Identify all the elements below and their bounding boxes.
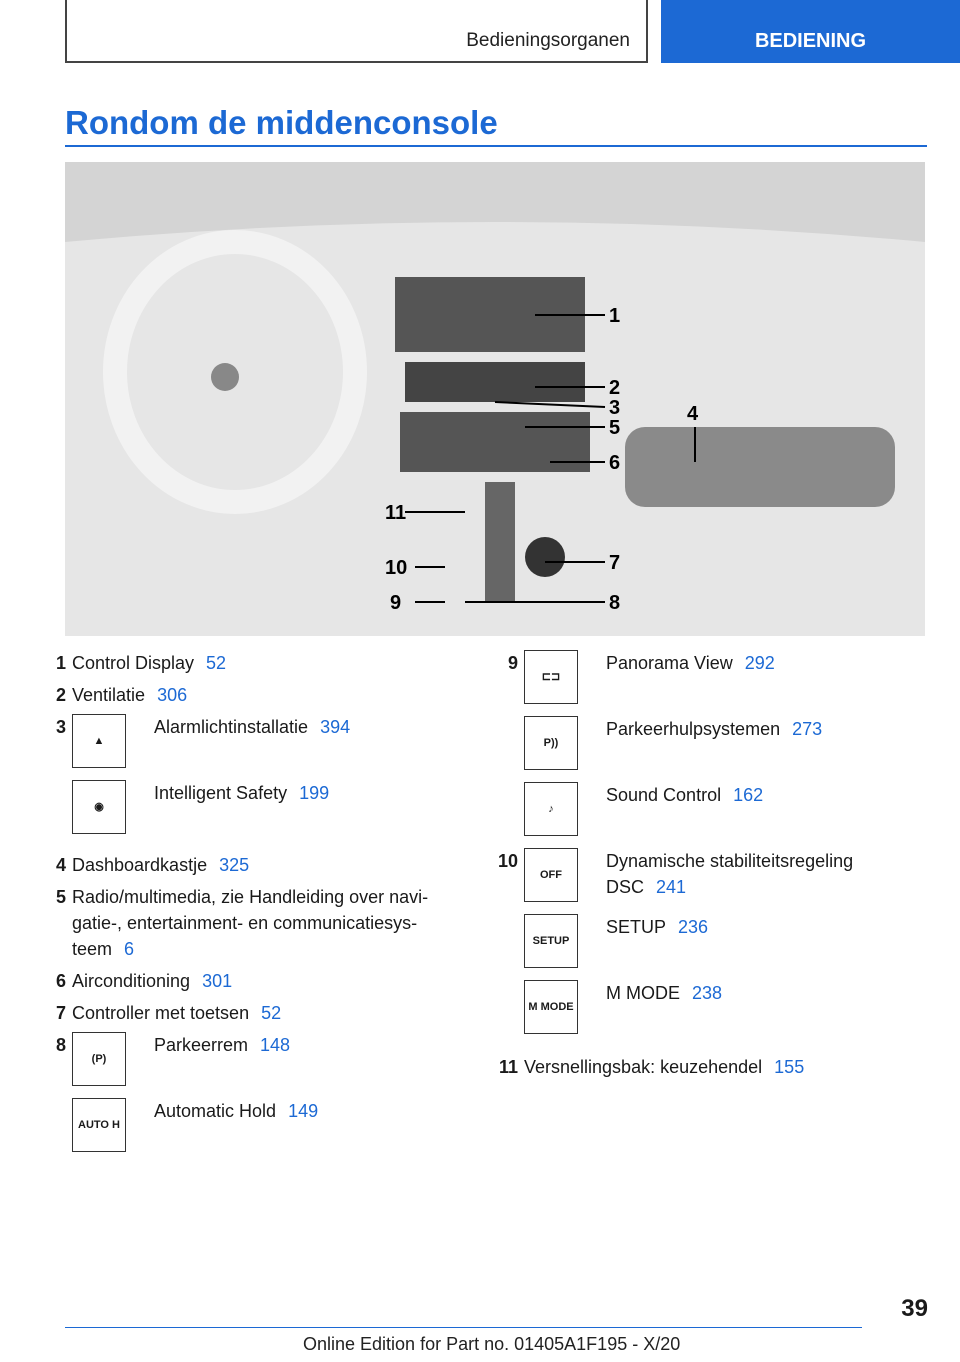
page-ref-link[interactable]: 394 bbox=[320, 717, 351, 737]
callout-5: 5 bbox=[609, 417, 621, 439]
auto-hold-icon: AUTO H bbox=[72, 1098, 126, 1152]
page-ref-link[interactable]: 325 bbox=[219, 855, 250, 875]
page-ref-link[interactable]: 155 bbox=[774, 1057, 805, 1077]
page-ref-link[interactable]: 301 bbox=[202, 971, 233, 991]
safety-icon: ◉ bbox=[72, 780, 126, 834]
page-ref-link[interactable]: 52 bbox=[261, 1003, 282, 1023]
list-item: 2 Ventilatie 306 bbox=[38, 682, 478, 708]
list-item: 5 Radio/multimedia, zie Handleiding over navi-gatie-, entertainment- en communicatiesys-teem 6 bbox=[55, 887, 429, 959]
chapter-tab: BEDIENING bbox=[661, 0, 960, 63]
page-ref-link[interactable]: 199 bbox=[299, 783, 330, 803]
list-item: 6 Airconditioning 301 bbox=[38, 968, 478, 994]
callout-3: 3 bbox=[609, 397, 621, 419]
page-ref-link[interactable]: 238 bbox=[692, 983, 723, 1003]
list-item: 8 (P) Parkeerrem 148 AUTO H Automatic Hold 149 bbox=[38, 1032, 478, 1164]
list-item: 4 Dashboardkastje 325 bbox=[38, 852, 478, 878]
hazard-icon: ▲ bbox=[72, 714, 126, 768]
page-ref-link[interactable]: 273 bbox=[792, 719, 823, 739]
dsc-off-icon: OFF bbox=[524, 848, 578, 902]
sound-icon: ♪ bbox=[524, 782, 578, 836]
list-item: 3 ▲ Alarmlichtinstallatie 394 ◉ Intelligent Safety 199 bbox=[38, 714, 478, 846]
list-item: 10 OFF Dynamische stabiliteitsregeling DSC 241 SETUP SETUP 236 M MODE M MODE 238 bbox=[490, 848, 910, 1046]
callout-10: 10 bbox=[385, 557, 408, 579]
callout-7: 7 bbox=[609, 552, 621, 574]
footer-rule bbox=[65, 1327, 862, 1328]
page-number: 39 bbox=[901, 1295, 928, 1322]
m-mode-icon: M MODE bbox=[524, 980, 578, 1034]
callout-4: 4 bbox=[687, 403, 699, 425]
page-ref-link[interactable]: 241 bbox=[656, 877, 687, 897]
page-title: Rondom de middenconsole bbox=[65, 104, 498, 141]
callout-11: 11 bbox=[385, 502, 407, 524]
callout-1: 1 bbox=[609, 305, 621, 327]
page-ref-link[interactable]: 162 bbox=[733, 785, 764, 805]
list-item: 11 Versnellingsbak: keuzehendel 155 bbox=[490, 1054, 910, 1080]
footer-text: Online Edition for Part no. 01405A1F195 - X/20 bbox=[303, 1334, 681, 1354]
setup-icon: SETUP bbox=[524, 914, 578, 968]
page-ref-link[interactable]: 149 bbox=[288, 1101, 319, 1121]
callout-2: 2 bbox=[609, 377, 621, 399]
callout-6: 6 bbox=[609, 452, 621, 474]
dashboard-photo bbox=[65, 162, 925, 636]
callout-9: 9 bbox=[390, 592, 402, 614]
title-rule bbox=[65, 145, 927, 147]
parking-brake-icon: (P) bbox=[72, 1032, 126, 1086]
left-column bbox=[38, 650, 478, 1164]
list-item: 1 Control Display 52 bbox=[38, 650, 478, 676]
page-ref-link[interactable]: 6 bbox=[124, 939, 135, 959]
list-item: 7 Controller met toetsen 52 bbox=[38, 1000, 478, 1026]
section-title: Bedieningsorganen bbox=[466, 30, 630, 51]
page-ref-link[interactable]: 292 bbox=[744, 653, 775, 673]
list-item: 9 ⊏⊐ Panorama View 292 P)) Parkeerhulpsystemen 273 ♪ Sound Control 162 bbox=[490, 650, 910, 848]
callout-8: 8 bbox=[609, 592, 621, 614]
right-column bbox=[490, 650, 910, 1080]
panorama-icon: ⊏⊐ bbox=[524, 650, 578, 704]
page-ref-link[interactable]: 236 bbox=[678, 917, 709, 937]
page-ref-link[interactable]: 306 bbox=[157, 685, 188, 705]
page-ref-link[interactable]: 52 bbox=[206, 653, 227, 673]
park-assist-icon: P)) bbox=[524, 716, 578, 770]
page-ref-link[interactable]: 148 bbox=[260, 1035, 291, 1055]
